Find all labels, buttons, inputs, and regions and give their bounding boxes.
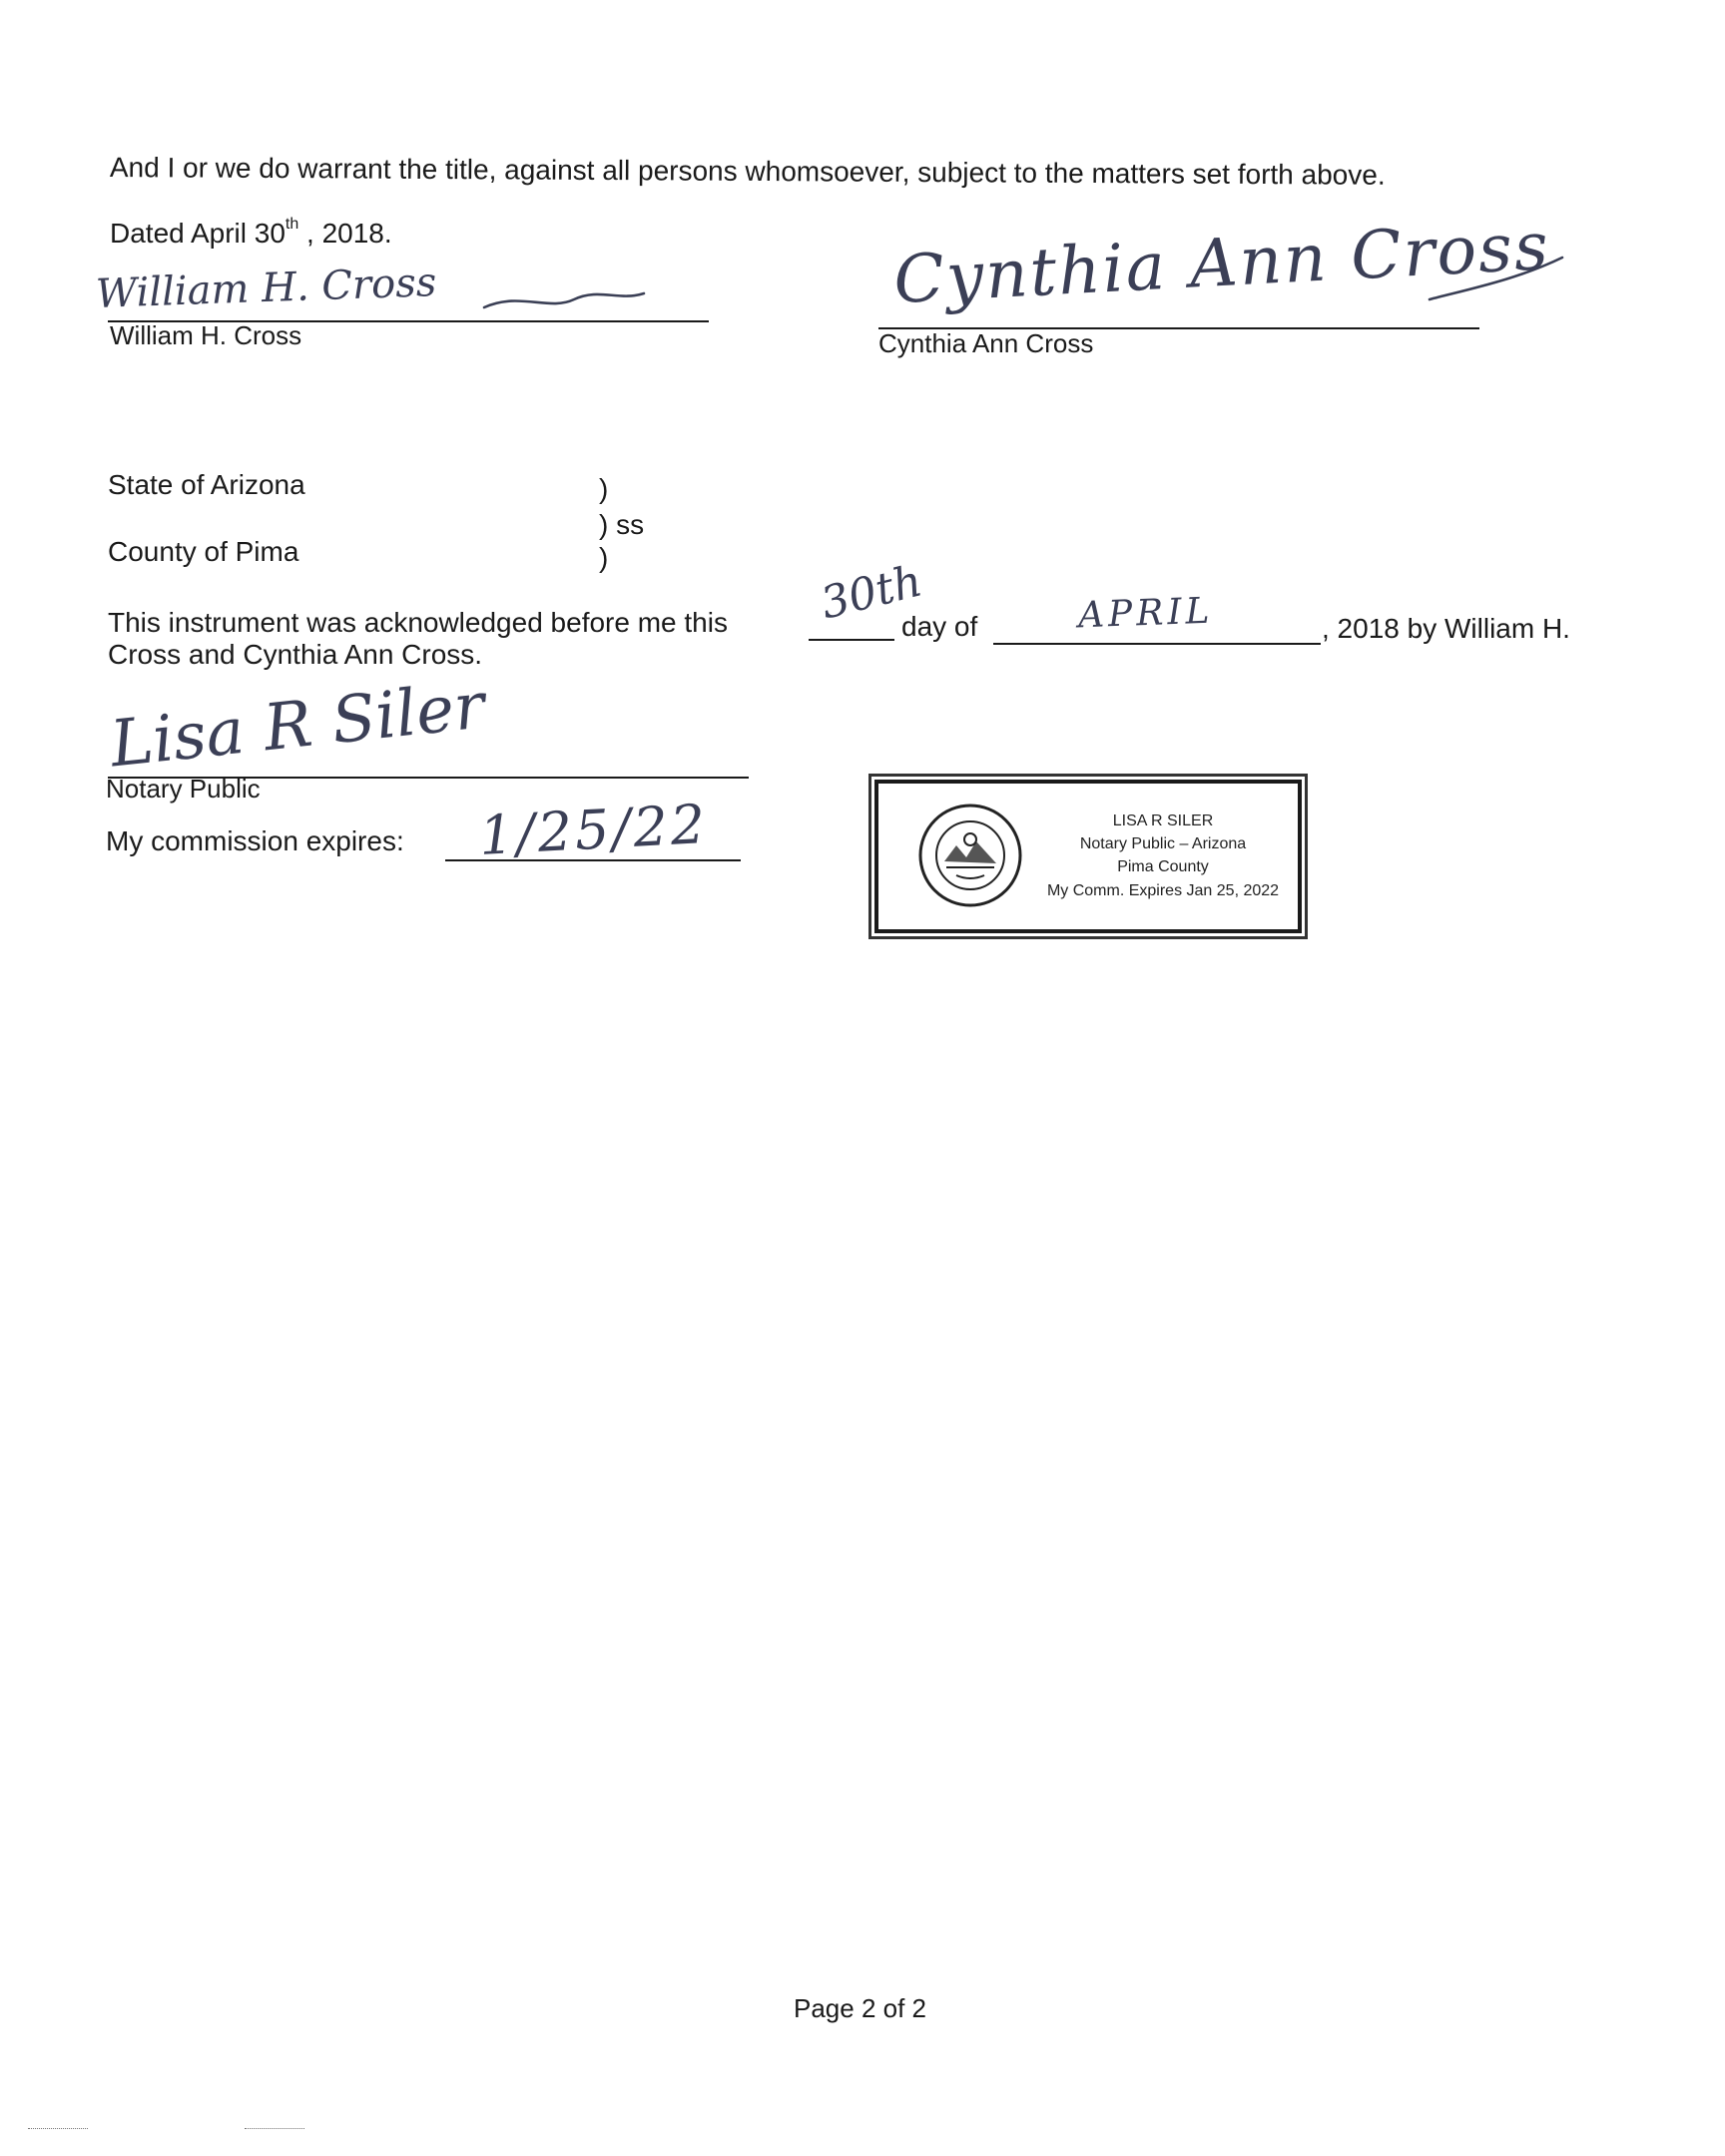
acknowledgment-part3: , 2018 by William H. [1322,613,1570,644]
handwritten-month: APRIL [1077,590,1215,637]
seal-notary-name: LISA R SILER [1112,812,1214,829]
seal-expires: My Comm. Expires Jan 25, 2022 [1046,881,1280,899]
seal-text-block [1038,809,1288,902]
seal-title: Notary Public – Arizona [1079,835,1247,853]
dated-line [110,218,392,250]
warranty-text: And I or we do warrant the title, against all persons whomsoever, subject to the matters set forth above. [109,152,1386,191]
signature-william-flourish [479,281,649,321]
venue-state: State of Arizona [108,469,305,500]
acknowledgment-line2: Cross and Cynthia Ann Cross. [108,639,483,670]
handwritten-day: 30th [816,555,927,630]
signer-name-right: Cynthia Ann Cross [878,328,1094,358]
notary-signature: Lisa R Siler [107,669,488,783]
scan-noise [28,2128,88,2129]
signature-cynthia-flourish [1428,250,1567,309]
venue-paren-ss: ) ss [599,509,645,540]
day-blank [809,639,894,641]
page-number: Page 2 of 2 [794,1993,926,2023]
dated-superscript: th [285,216,299,233]
signature-cynthia: Cynthia Ann Cross [891,207,1552,319]
commission-label: My commission expires: [106,825,404,856]
seal-county: Pima County [1117,858,1209,876]
month-blank [993,643,1321,645]
notary-seal-stamp [874,780,1302,933]
venue-paren-3: ) [599,542,609,573]
dated-prefix: Dated April 30 [110,218,286,249]
handwritten-expiry: 1/25/22 [477,793,710,867]
venue-paren-1: ) [599,473,609,504]
venue-county: County of Pima [108,536,299,567]
acknowledgment-part1: This instrument was acknowledged before me this [108,607,728,638]
arizona-seal-emblem [916,802,1024,909]
acknowledgment-part2: day of [901,611,978,642]
notary-label: Notary Public [106,774,261,804]
signature-william: William H. Cross [95,260,437,317]
signer-name-left: William H. Cross [110,320,302,350]
dated-suffix: , 2018. [298,218,392,249]
scan-noise [245,2128,304,2129]
